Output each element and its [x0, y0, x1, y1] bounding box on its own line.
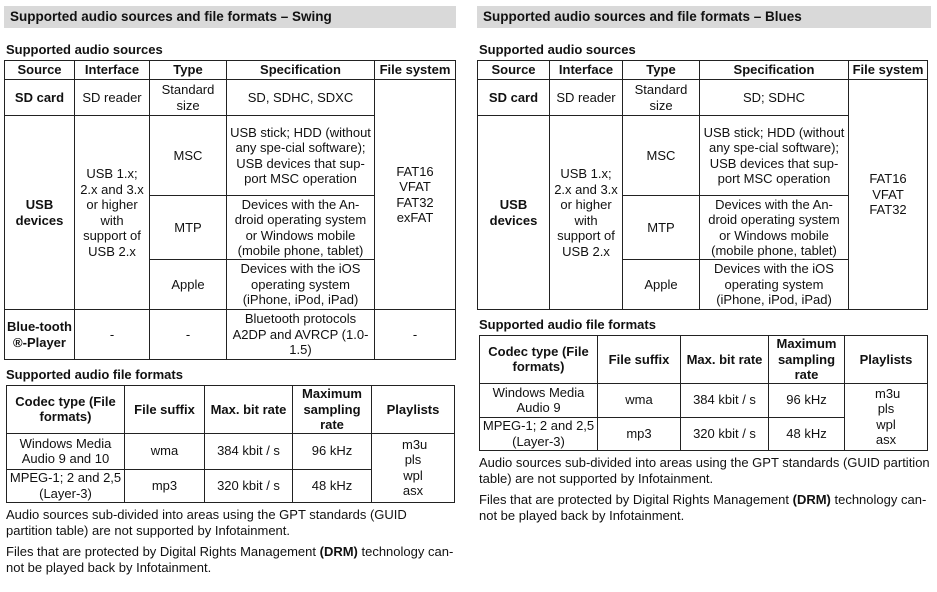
type-cell: -	[150, 310, 227, 360]
spec-cell: USB stick; HDD (without any spe-cial software); USB devices that sup-port MSC operation	[700, 116, 849, 196]
table-header-row	[5, 61, 456, 80]
codec-cell: MPEG-1; 2 and 2,5 (Layer-3)	[480, 417, 598, 450]
table-row	[478, 80, 928, 116]
spec-cell: SD; SDHC	[700, 80, 849, 116]
rate-cell: 96 kHz	[293, 433, 372, 469]
col-header: Interface	[75, 61, 150, 80]
filesystem-cell: FAT16 VFAT FAT32	[849, 80, 928, 310]
col-header: Codec type (File formats)	[480, 336, 598, 384]
col-header: Source	[5, 61, 75, 80]
col-header: Maximum sampling rate	[293, 386, 372, 434]
col-header: Playlists	[372, 386, 455, 434]
col-header: Playlists	[845, 336, 928, 384]
type-cell: Apple	[623, 260, 700, 310]
col-header: Max. bit rate	[205, 386, 293, 434]
type-cell: MSC	[150, 116, 227, 196]
table-header-row	[478, 61, 928, 80]
source-cell: USB devices	[478, 116, 550, 310]
interface-cell: SD reader	[75, 80, 150, 116]
drm-note: Files that are protected by Digital Rights Management (DRM) technology can-not be played back by Infotainment.	[6, 543, 454, 575]
swing-formats-heading: Supported audio file formats	[6, 367, 183, 382]
playlists-cell: m3u pls wpl asx	[845, 383, 928, 450]
col-header: Specification	[700, 61, 849, 80]
interface-cell: USB 1.x; 2.x and 3.x or higher with support of USB 2.x	[75, 116, 150, 310]
col-header: Maximum sampling rate	[769, 336, 845, 384]
codec-cell: Windows Media Audio 9	[480, 383, 598, 417]
swing-banner: Supported audio sources and file formats – Swing	[4, 6, 456, 28]
spec-cell: Devices with the An-droid operating system or Windows mobile (mobile phone, tablet)	[700, 196, 849, 260]
col-header: Interface	[550, 61, 623, 80]
col-header: Type	[150, 61, 227, 80]
type-cell: MSC	[623, 116, 700, 196]
suffix-cell: wma	[598, 383, 681, 417]
gpt-note: Audio sources sub-divided into areas using the GPT standards (GUID partition table) are not supported by Infotainment.	[6, 506, 407, 538]
blues-banner: Supported audio sources and file formats – Blues	[477, 6, 931, 28]
interface-cell: SD reader	[550, 80, 623, 116]
col-header: Specification	[227, 61, 375, 80]
source-cell: Blue-tooth ®-Player	[5, 310, 75, 360]
table-row	[5, 80, 456, 116]
col-header: File suffix	[598, 336, 681, 384]
codec-cell: MPEG-1; 2 and 2,5 (Layer-3)	[7, 469, 125, 502]
blues-formats-heading: Supported audio file formats	[479, 317, 656, 332]
gpt-note: Audio sources sub-divided into areas using the GPT standards (GUID partition table) are not supported by Infotainment.	[479, 454, 930, 486]
spec-cell: USB stick; HDD (without any spe-cial software); USB devices that sup-port MSC operation	[227, 116, 375, 196]
spec-cell: SD, SDHC, SDXC	[227, 80, 375, 116]
table-row	[7, 433, 455, 469]
suffix-cell: mp3	[598, 417, 681, 450]
rate-cell: 96 kHz	[769, 383, 845, 417]
type-cell: Apple	[150, 260, 227, 310]
source-cell: SD card	[5, 80, 75, 116]
bitrate-cell: 384 kbit / s	[681, 383, 769, 417]
col-header: File suffix	[125, 386, 205, 434]
table-header-row	[7, 386, 455, 434]
type-cell: Standard size	[623, 80, 700, 116]
col-header: Type	[623, 61, 700, 80]
suffix-cell: mp3	[125, 469, 205, 502]
table-header-row	[480, 336, 928, 384]
interface-cell: USB 1.x; 2.x and 3.x or higher with support of USB 2.x	[550, 116, 623, 310]
bitrate-cell: 320 kbit / s	[205, 469, 293, 502]
playlists-cell: m3u pls wpl asx	[372, 433, 455, 502]
col-header: File system	[849, 61, 928, 80]
rate-cell: 48 kHz	[769, 417, 845, 450]
spec-cell: Devices with the An-droid operating system or Windows mobile (mobile phone, tablet)	[227, 196, 375, 260]
col-header: Codec type (File formats)	[7, 386, 125, 434]
type-cell: MTP	[623, 196, 700, 260]
swing-sources-table	[4, 60, 456, 360]
spec-cell: Devices with the iOS operating system (iPhone, iPod, iPad)	[227, 260, 375, 310]
source-cell: SD card	[478, 80, 550, 116]
type-cell: Standard size	[150, 80, 227, 116]
filesystem-cell: -	[375, 310, 456, 360]
bitrate-cell: 320 kbit / s	[681, 417, 769, 450]
col-header: Source	[478, 61, 550, 80]
blues-sources-table	[477, 60, 928, 310]
swing-formats-table	[6, 385, 455, 503]
suffix-cell: wma	[125, 433, 205, 469]
table-row	[5, 310, 456, 360]
drm-note: Files that are protected by Digital Rights Management (DRM) technology can-not be played back by Infotainment.	[479, 491, 927, 523]
col-header: File system	[375, 61, 456, 80]
rate-cell: 48 kHz	[293, 469, 372, 502]
source-cell: USB devices	[5, 116, 75, 310]
col-header: Max. bit rate	[681, 336, 769, 384]
bitrate-cell: 384 kbit / s	[205, 433, 293, 469]
swing-section	[4, 6, 456, 581]
filesystem-cell: FAT16 VFAT FAT32 exFAT	[375, 80, 456, 310]
spec-cell: Bluetooth protocols A2DP and AVRCP (1.0-1.5)	[227, 310, 375, 360]
type-cell: MTP	[150, 196, 227, 260]
codec-cell: Windows Media Audio 9 and 10	[7, 433, 125, 469]
blues-sources-heading: Supported audio sources	[479, 42, 636, 57]
table-row	[480, 383, 928, 417]
blues-section	[477, 6, 931, 529]
spec-cell: Devices with the iOS operating system (iPhone, iPod, iPad)	[700, 260, 849, 310]
blues-formats-table	[479, 335, 928, 451]
interface-cell: -	[75, 310, 150, 360]
swing-sources-heading: Supported audio sources	[6, 42, 163, 57]
